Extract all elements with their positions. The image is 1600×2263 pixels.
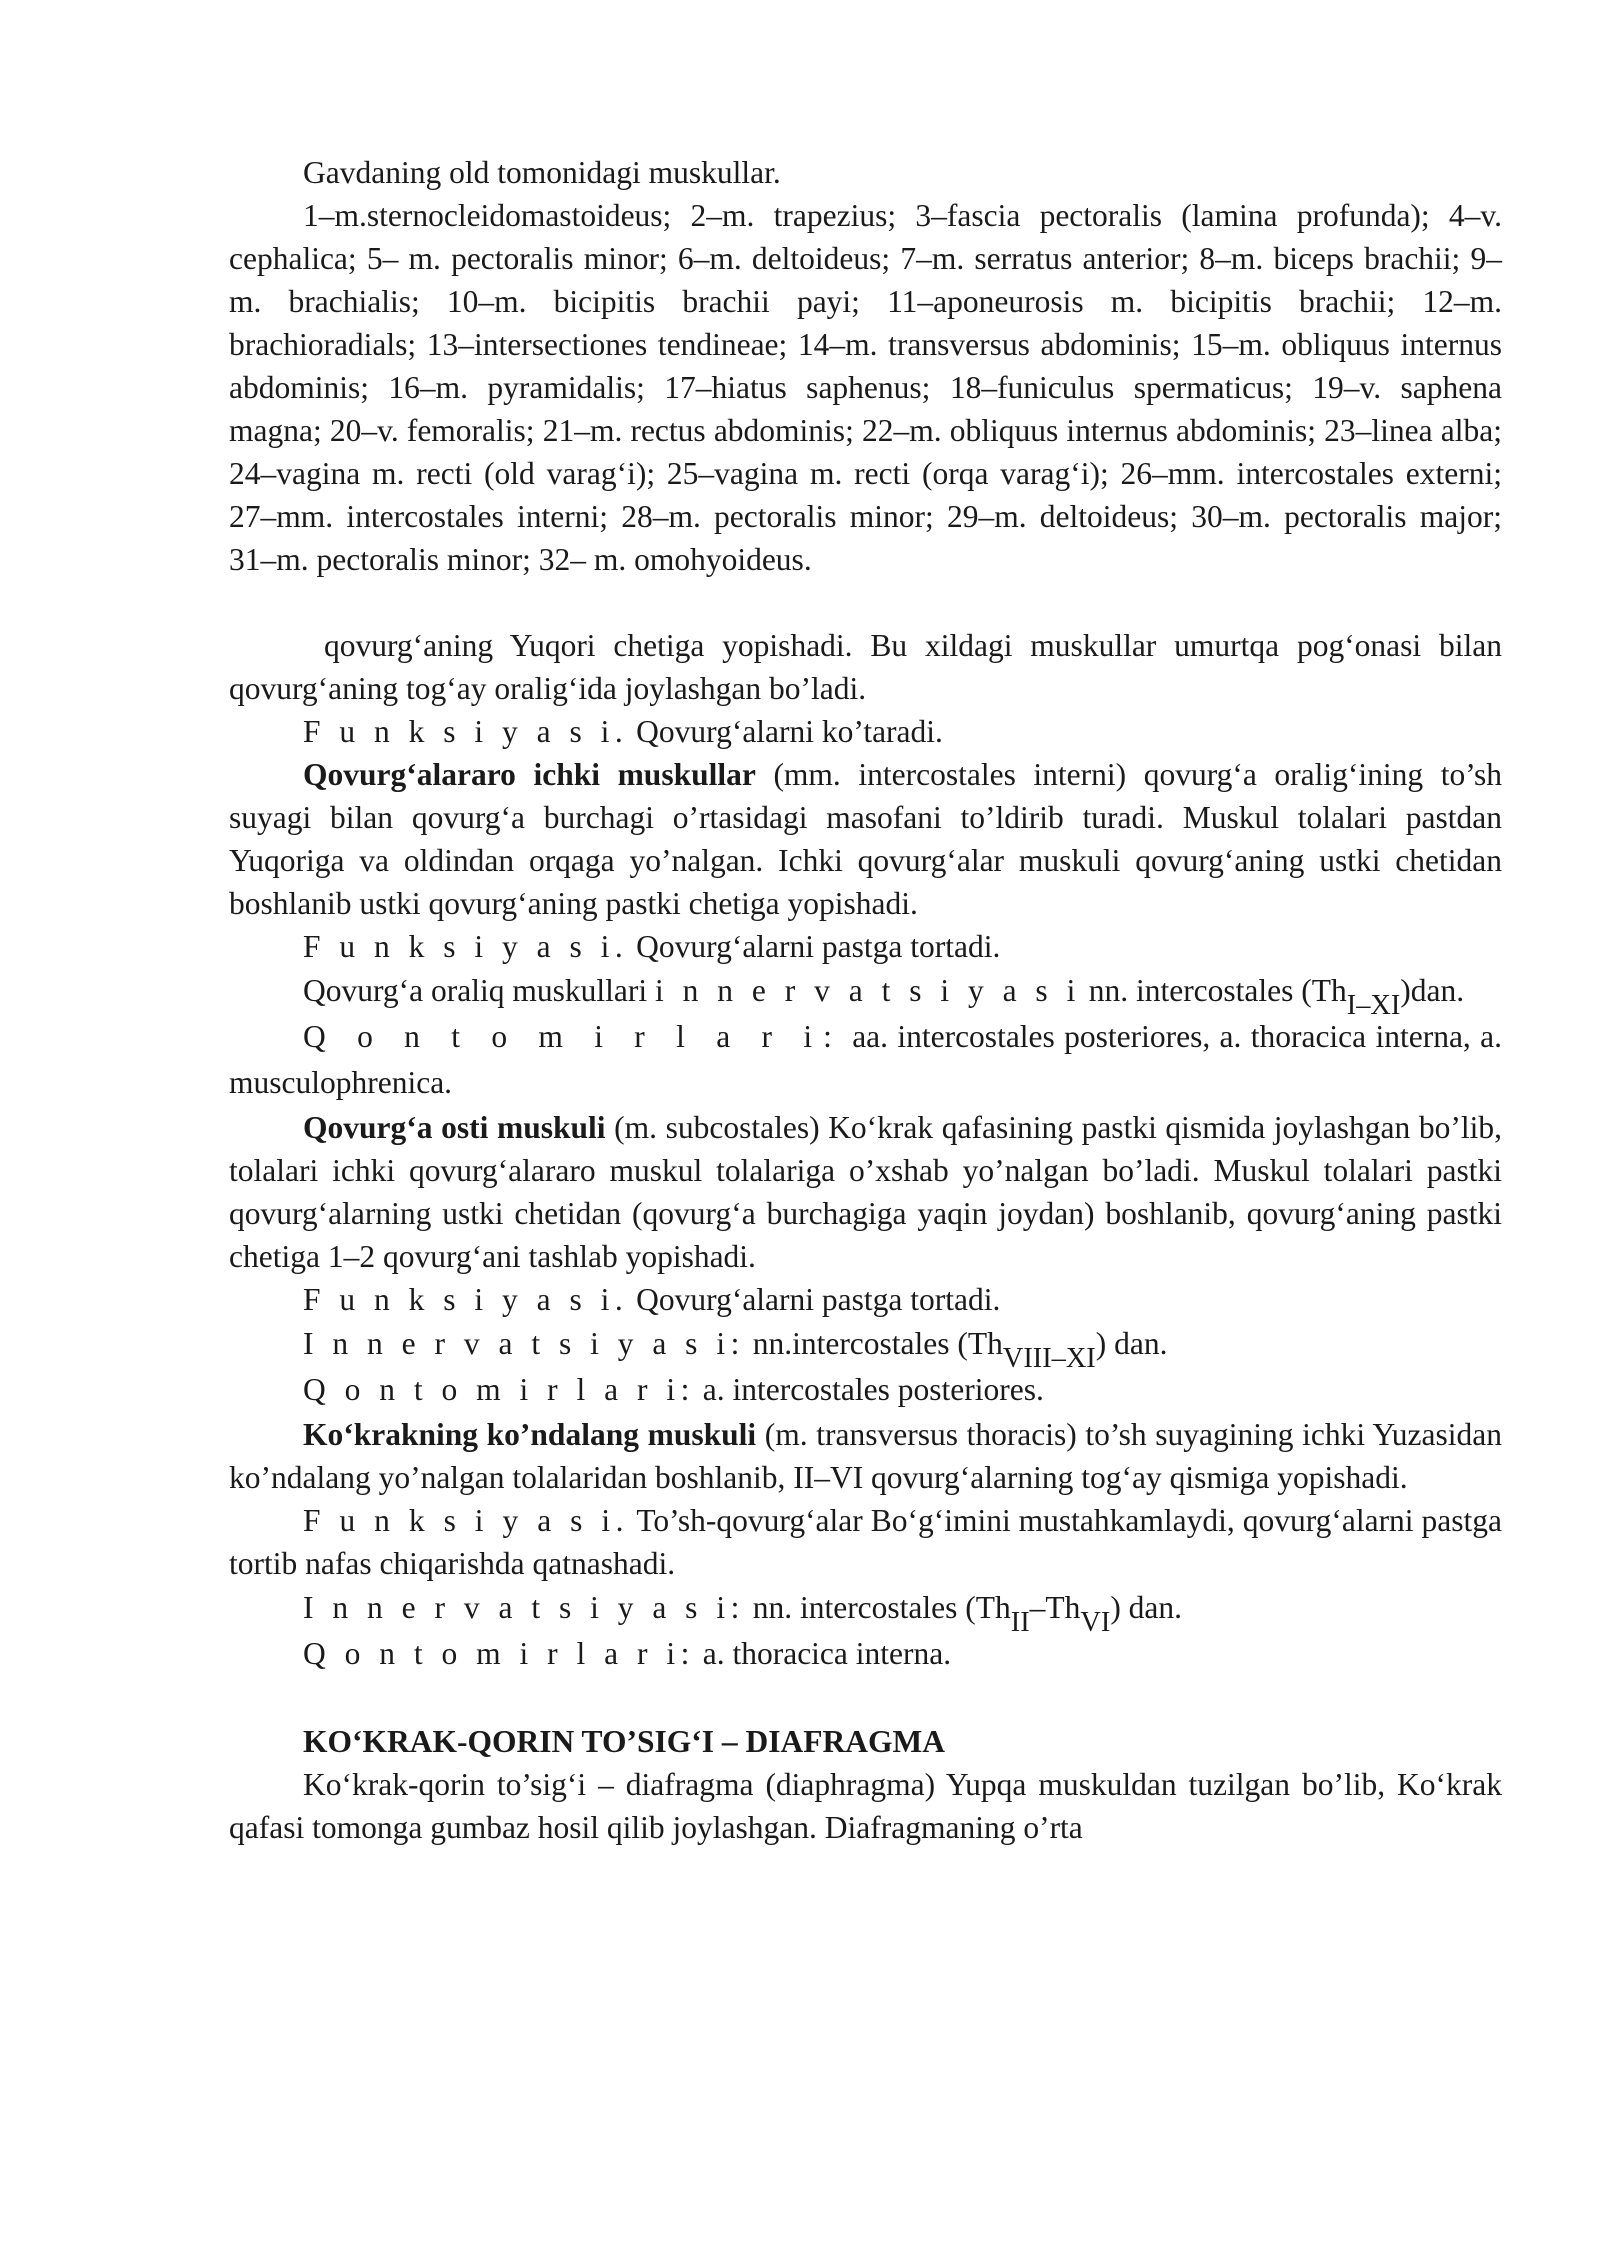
paragraph	[229, 624, 1502, 710]
section-heading: KO‘KRAK-QORIN TO’SIG‘I – DIAFRAGMA	[303, 1724, 945, 1759]
function-label: F u n k s i y a s i.	[303, 714, 629, 749]
paragraph-text: a. intercostales posteriores.	[694, 1372, 1044, 1407]
paragraph-text: qovurg‘aning Yuqori chetiga yopishadi. Bu xildagi muskullar umurtqa pog‘onasi bilan qovurg‘aning tog‘ay oralig‘ida joylashgan bo’ladi.	[229, 628, 1502, 706]
paragraph-function	[229, 1278, 1502, 1321]
paragraph-text: nn. intercostales (Th	[1080, 973, 1347, 1008]
spacer	[229, 581, 1502, 624]
function-label: F u n k s i y a s i.	[303, 1282, 629, 1317]
paragraph-text: )dan.	[1400, 973, 1465, 1008]
paragraph-text: To’sh-qovurg‘alar Bo‘g‘imini mustahkamlaydi, qovurg‘alarni pastga tortib nafas chiqarishda qatnashadi.	[229, 1503, 1502, 1581]
paragraph-text: Qovurg‘a oraliq muskullari	[303, 973, 655, 1008]
paragraph-function	[229, 1499, 1502, 1585]
spacer	[229, 1677, 1502, 1720]
innervation-label: I n n e r v a t s i y a s i:	[303, 1326, 745, 1361]
vessels-label: Q o n t o m i r l a r i:	[303, 1019, 843, 1054]
vessels-label: Q o n t o m i r l a r i:	[303, 1372, 695, 1407]
function-label: F u n k s i y a s i.	[303, 1503, 629, 1538]
paragraph-text: (m. subcostales) Ko‘krak qafasining pastki qismida joylashgan bo’lib, tolalari ichki qovurg‘alararo muskul tolalariga o’xshab yo’nalgan bo’ladi. Muskul tolalari pastki qovurg‘alarning ustki chetidan (qovurg‘a burchagiga yaqin joydan) boshlanib, qovurg‘aning pastki chetiga 1–2 qovurg‘ani tashlab yopishadi.	[229, 1110, 1502, 1274]
paragraph-innervation	[229, 968, 1502, 1021]
paragraph-text: (mm. intercostales interni) qovurg‘a oralig‘ining to’sh suyagi bilan qovurg‘a burchagi o’rtasidagi masofani to’ldirib turadi. Muskul tolalari pastdan Yuqoriga va oldindan orqaga yo’nalgan. Ichki qovurg‘alar muskuli qovurg‘aning ustki chetidan boshlanib ustki qovurg‘aning pastki chetiga yopishadi.	[229, 757, 1502, 921]
subscript: VI	[1080, 1606, 1111, 1638]
paragraph-text: nn. intercostales (Th	[744, 1590, 1011, 1625]
paragraph-transversus-thoracis	[229, 1413, 1502, 1499]
paragraph-text: ) dan.	[1095, 1326, 1168, 1361]
paragraph-text: Qovurg‘alarni pastga tortadi.	[628, 1282, 1001, 1317]
vessels-label: Q o n t o m i r l a r i:	[303, 1636, 695, 1671]
paragraph-innervation	[229, 1585, 1502, 1638]
paragraph-text: –Th	[1029, 1590, 1081, 1625]
paragraph-text: ) dan.	[1110, 1590, 1183, 1625]
figure-caption-title: Gavdaning old tomonidagi muskullar.	[303, 155, 781, 190]
term-heading: Qovurg‘a osti muskuli	[303, 1110, 606, 1145]
paragraph-vessels	[229, 1631, 1502, 1677]
paragraph-diaphragm: Ko‘krak-qorin to’sig‘i – diafragma (diaphragma) Yupqa muskuldan tuzilgan bo’lib, Ko‘krak qafasi tomonga gumbaz hosil qilib joylashgan. Diafragmaning o’rta	[229, 1767, 1502, 1845]
paragraph-internal-intercostals	[229, 753, 1502, 925]
paragraph-text: nn.intercostales (Th	[744, 1326, 1003, 1361]
subscript: I–XI	[1346, 989, 1401, 1021]
paragraph-text: a. thoracica interna.	[694, 1636, 952, 1671]
function-label: F u n k s i y a s i.	[303, 929, 629, 964]
paragraph-function	[229, 710, 1502, 753]
paragraph-innervation	[229, 1321, 1502, 1374]
term-heading: Qovurg‘alararo ichki muskullar	[303, 757, 756, 792]
term-heading: Ko‘krakning ko’ndalang muskuli	[303, 1417, 757, 1452]
subscript: II	[1010, 1606, 1030, 1638]
paragraph-text: aa. intercostales posteriores, a. thoracica interna, a. musculophrenica.	[229, 1019, 1502, 1100]
paragraph-text: Qovurg‘alarni ko’taradi.	[628, 714, 943, 749]
innervation-label: I n n e r v a t s i y a s i:	[303, 1590, 745, 1625]
innervation-label: i n n e r v a t s i y a s i	[654, 973, 1081, 1008]
paragraph-subcostal	[229, 1106, 1502, 1278]
paragraph-function	[229, 925, 1502, 968]
paragraph-vessels	[229, 1367, 1502, 1413]
figure-caption-legend: 1–m.sternocleidomastoideus; 2–m. trapezius; 3–fascia pectoralis (lamina profunda); 4–v. cephalica; 5– m. pectoralis minor; 6–m. deltoideus; 7–m. serratus anterior; 8–m. biceps brachii; 9–m. brachialis; 10–m. bicipitis brachii payi; 11–aponeurosis m. bicipitis brachii; 12–m. brachioradials; 13–intersectiones tendineae; 14–m. transversus abdominis; 15–m. obliquus internus abdominis; 16–m. pyramidalis; 17–hiatus saphenus; 18–funiculus spermaticus; 19–v. saphena magna; 20–v. femoralis; 21–m. rectus abdominis; 22–m. obliquus internus abdominis; 23–linea alba; 24–vagina m. recti (old varag‘i); 25–vagina m. recti (orqa varag‘i); 26–mm. intercostales externi; 27–mm. intercostales interni; 28–m. pectoralis minor; 29–m. deltoideus; 30–m. pectoralis major; 31–m. pectoralis minor; 32– m. omohyoideus.	[229, 198, 1502, 577]
paragraph-text: Qovurg‘alarni pastga tortadi.	[628, 929, 1001, 964]
paragraph-text: (m. transversus thoracis) to’sh suyagining ichki Yuzasidan ko’ndalang yo’nalgan tolalaridan boshlanib, II–VI qovurg‘alarning tog‘ay qismiga yopishadi.	[229, 1417, 1502, 1495]
subscript: VIII–XI	[1002, 1342, 1096, 1374]
paragraph-vessels	[229, 1014, 1502, 1106]
